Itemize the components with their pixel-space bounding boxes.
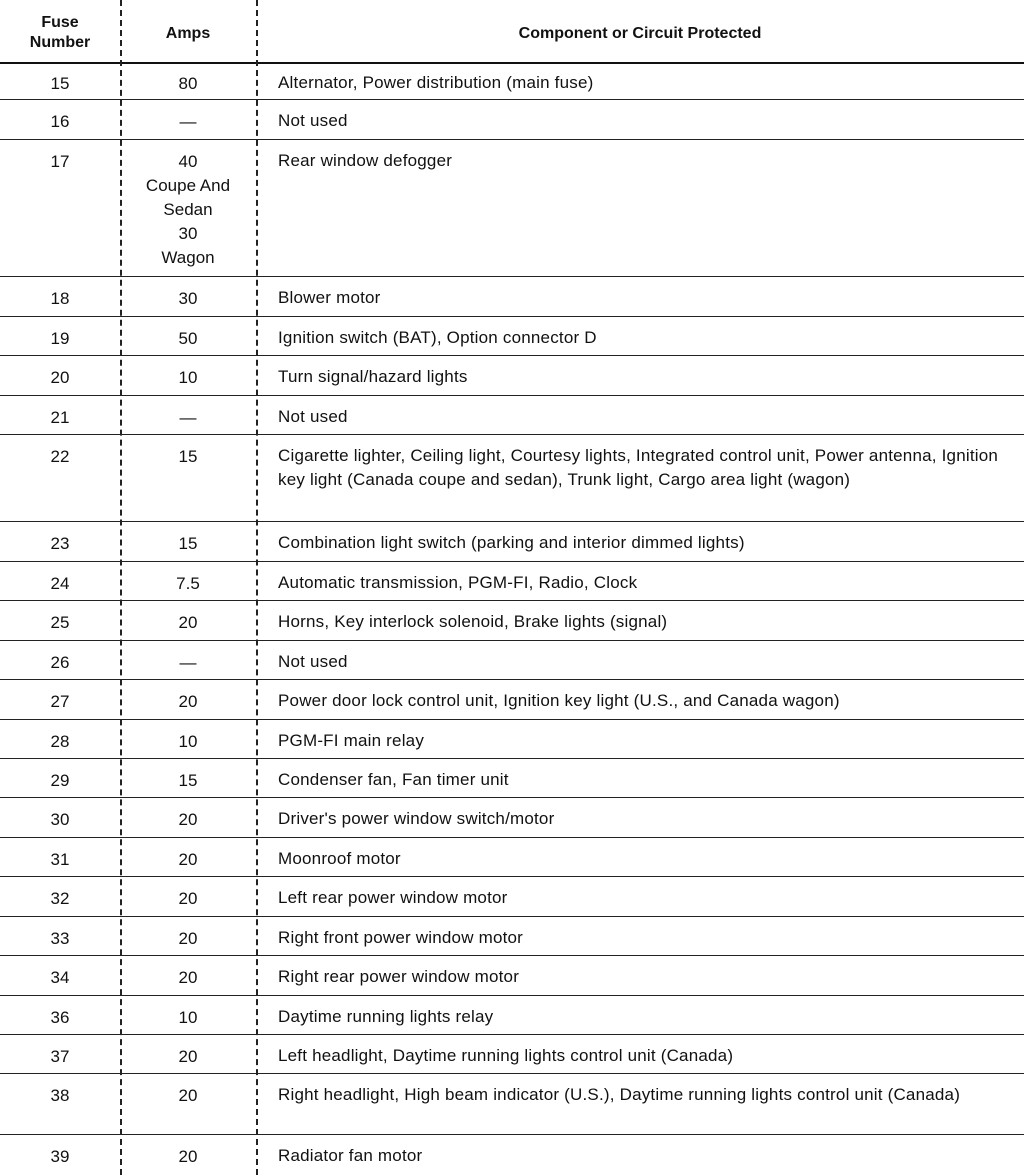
fuse-number-cell: 28 bbox=[50, 732, 70, 751]
amps-cell bbox=[120, 1006, 256, 1030]
amps-cell bbox=[120, 150, 256, 270]
component-cell: Right front power window motor bbox=[278, 928, 524, 947]
amps-value: 30 bbox=[178, 289, 198, 308]
amps-value: 20 bbox=[178, 1047, 198, 1066]
amps-value: 40 bbox=[178, 152, 198, 171]
table-row bbox=[0, 680, 1024, 720]
amps-value: — bbox=[179, 653, 197, 672]
amps-cell bbox=[120, 927, 256, 951]
table-header bbox=[0, 0, 1024, 64]
amps-value: 20 bbox=[178, 968, 198, 987]
header-fuse-number bbox=[0, 10, 120, 56]
amps-cell bbox=[120, 327, 256, 351]
component-cell: Left rear power window motor bbox=[278, 888, 508, 907]
component-cell: Horns, Key interlock solenoid, Brake lights (signal) bbox=[278, 612, 668, 631]
amps-value: 20 bbox=[178, 1086, 198, 1105]
fuse-number-cell: 15 bbox=[50, 74, 70, 93]
fuse-number-cell: 19 bbox=[50, 329, 70, 348]
table-row bbox=[0, 1035, 1024, 1074]
amps-cell bbox=[120, 651, 256, 675]
component-cell: Left headlight, Daytime running lights control unit (Canada) bbox=[278, 1046, 734, 1065]
amps-value: 7.5 bbox=[176, 574, 200, 593]
table-row bbox=[0, 917, 1024, 956]
fuse-number-cell: 16 bbox=[50, 112, 70, 131]
component-cell: Turn signal/hazard lights bbox=[278, 367, 468, 386]
table-row bbox=[0, 562, 1024, 601]
table-row bbox=[0, 522, 1024, 562]
fuse-number-cell: 20 bbox=[50, 368, 70, 387]
component-cell: Not used bbox=[278, 652, 348, 671]
table-row bbox=[0, 641, 1024, 680]
amps-value: 20 bbox=[178, 1147, 198, 1166]
amps-value: 20 bbox=[178, 850, 198, 869]
amps-value: 80 bbox=[178, 74, 198, 93]
fuse-number-cell: 21 bbox=[50, 408, 70, 427]
amps-cell bbox=[120, 287, 256, 311]
fuse-number-cell: 24 bbox=[50, 574, 70, 593]
amps-cell bbox=[120, 445, 256, 469]
table-row bbox=[0, 877, 1024, 917]
table-row bbox=[0, 62, 1024, 100]
fuse-number-cell: 18 bbox=[50, 289, 70, 308]
fuse-number-cell: 30 bbox=[50, 810, 70, 829]
amps-cell bbox=[120, 1084, 256, 1108]
fuse-number-cell: 39 bbox=[50, 1147, 70, 1166]
amps-value: 10 bbox=[178, 732, 198, 751]
amps-cell bbox=[120, 690, 256, 714]
component-cell: Power door lock control unit, Ignition key light (U.S., and Canada wagon) bbox=[278, 691, 840, 710]
table-row bbox=[0, 1135, 1024, 1175]
component-cell: Condenser fan, Fan timer unit bbox=[278, 770, 509, 789]
amps-value: 20 bbox=[178, 613, 198, 632]
component-cell: Right headlight, High beam indicator (U.S.), Daytime running lights control unit (Canada) bbox=[278, 1085, 961, 1104]
table-row bbox=[0, 317, 1024, 356]
amps-cell bbox=[120, 1145, 256, 1169]
component-cell: Driver's power window switch/motor bbox=[278, 809, 555, 828]
component-cell: Alternator, Power distribution (main fuse) bbox=[278, 73, 594, 92]
header-amps: Amps bbox=[165, 25, 211, 42]
table-row bbox=[0, 759, 1024, 798]
amps-value: 10 bbox=[178, 368, 198, 387]
fuse-number-cell: 38 bbox=[50, 1086, 70, 1105]
fuse-number-cell: 29 bbox=[50, 771, 70, 790]
amps-cell bbox=[120, 848, 256, 872]
component-cell: Blower motor bbox=[278, 288, 381, 307]
component-cell: Ignition switch (BAT), Option connector D bbox=[278, 328, 597, 347]
amps-cell bbox=[120, 406, 256, 430]
fuse-number-cell: 37 bbox=[50, 1047, 70, 1066]
amps-value: 20 bbox=[178, 929, 198, 948]
component-cell: Combination light switch (parking and interior dimmed lights) bbox=[278, 533, 745, 552]
table-row bbox=[0, 720, 1024, 759]
amps-value: 20 bbox=[178, 692, 198, 711]
header-fuse-line1: Fuse bbox=[41, 14, 79, 31]
amps-value: 30 bbox=[178, 224, 198, 243]
component-cell: Radiator fan motor bbox=[278, 1146, 423, 1165]
table-row bbox=[0, 798, 1024, 838]
fuse-number-cell: 34 bbox=[50, 968, 70, 987]
component-cell: Not used bbox=[278, 407, 348, 426]
fuse-number-cell: 32 bbox=[50, 889, 70, 908]
amps-cell bbox=[120, 887, 256, 911]
table-row bbox=[0, 356, 1024, 396]
fuse-number-cell: 17 bbox=[50, 152, 70, 171]
table-row bbox=[0, 140, 1024, 277]
component-cell: Cigarette lighter, Ceiling light, Courtesy lights, Integrated control unit, Power antenna, Ignition key light (Canada coupe and sedan), Trunk light, Cargo area light (wagon) bbox=[278, 446, 999, 489]
amps-cell bbox=[120, 110, 256, 134]
fuse-number-cell: 33 bbox=[50, 929, 70, 948]
table-row bbox=[0, 601, 1024, 641]
header-fuse-line2: Number bbox=[29, 34, 91, 51]
table-row bbox=[0, 435, 1024, 522]
amps-value: 50 bbox=[178, 329, 198, 348]
amps-value: 15 bbox=[178, 447, 198, 466]
amps-value: 15 bbox=[178, 534, 198, 553]
amps-cell bbox=[120, 808, 256, 832]
amps-cell bbox=[120, 572, 256, 596]
fuse-number-cell: 36 bbox=[50, 1008, 70, 1027]
component-cell: Automatic transmission, PGM-FI, Radio, Clock bbox=[278, 573, 638, 592]
amps-cell bbox=[120, 366, 256, 390]
amps-cell bbox=[120, 730, 256, 754]
table-row bbox=[0, 396, 1024, 435]
component-cell: Moonroof motor bbox=[278, 849, 401, 868]
amps-value: 20 bbox=[178, 889, 198, 908]
amps-value: 15 bbox=[178, 771, 198, 790]
component-cell: Rear window defogger bbox=[278, 151, 453, 170]
component-cell: PGM-FI main relay bbox=[278, 731, 425, 750]
fuse-number-cell: 22 bbox=[50, 447, 70, 466]
amps-value: 20 bbox=[178, 810, 198, 829]
table-row bbox=[0, 838, 1024, 877]
amps-cell bbox=[120, 1045, 256, 1069]
component-cell: Daytime running lights relay bbox=[278, 1007, 494, 1026]
table-row bbox=[0, 100, 1024, 140]
amps-value: Coupe And bbox=[145, 176, 231, 195]
amps-cell bbox=[120, 72, 256, 96]
amps-value: 10 bbox=[178, 1008, 198, 1027]
fuse-number-cell: 23 bbox=[50, 534, 70, 553]
amps-value: — bbox=[179, 408, 197, 427]
component-cell: Right rear power window motor bbox=[278, 967, 520, 986]
table-row bbox=[0, 996, 1024, 1035]
amps-value: Sedan bbox=[163, 200, 213, 219]
fuse-number-cell: 27 bbox=[50, 692, 70, 711]
table-row bbox=[0, 277, 1024, 317]
fuse-number-cell: 25 bbox=[50, 613, 70, 632]
amps-cell bbox=[120, 966, 256, 990]
table-row bbox=[0, 1074, 1024, 1135]
amps-cell bbox=[120, 532, 256, 556]
fuse-number-cell: 31 bbox=[50, 850, 70, 869]
component-cell: Not used bbox=[278, 111, 348, 130]
header-component: Component or Circuit Protected bbox=[518, 25, 762, 42]
amps-value: Wagon bbox=[161, 248, 215, 267]
amps-value: — bbox=[179, 112, 197, 131]
amps-cell bbox=[120, 769, 256, 793]
table-row bbox=[0, 956, 1024, 996]
fuse-number-cell: 26 bbox=[50, 653, 70, 672]
amps-cell bbox=[120, 611, 256, 635]
